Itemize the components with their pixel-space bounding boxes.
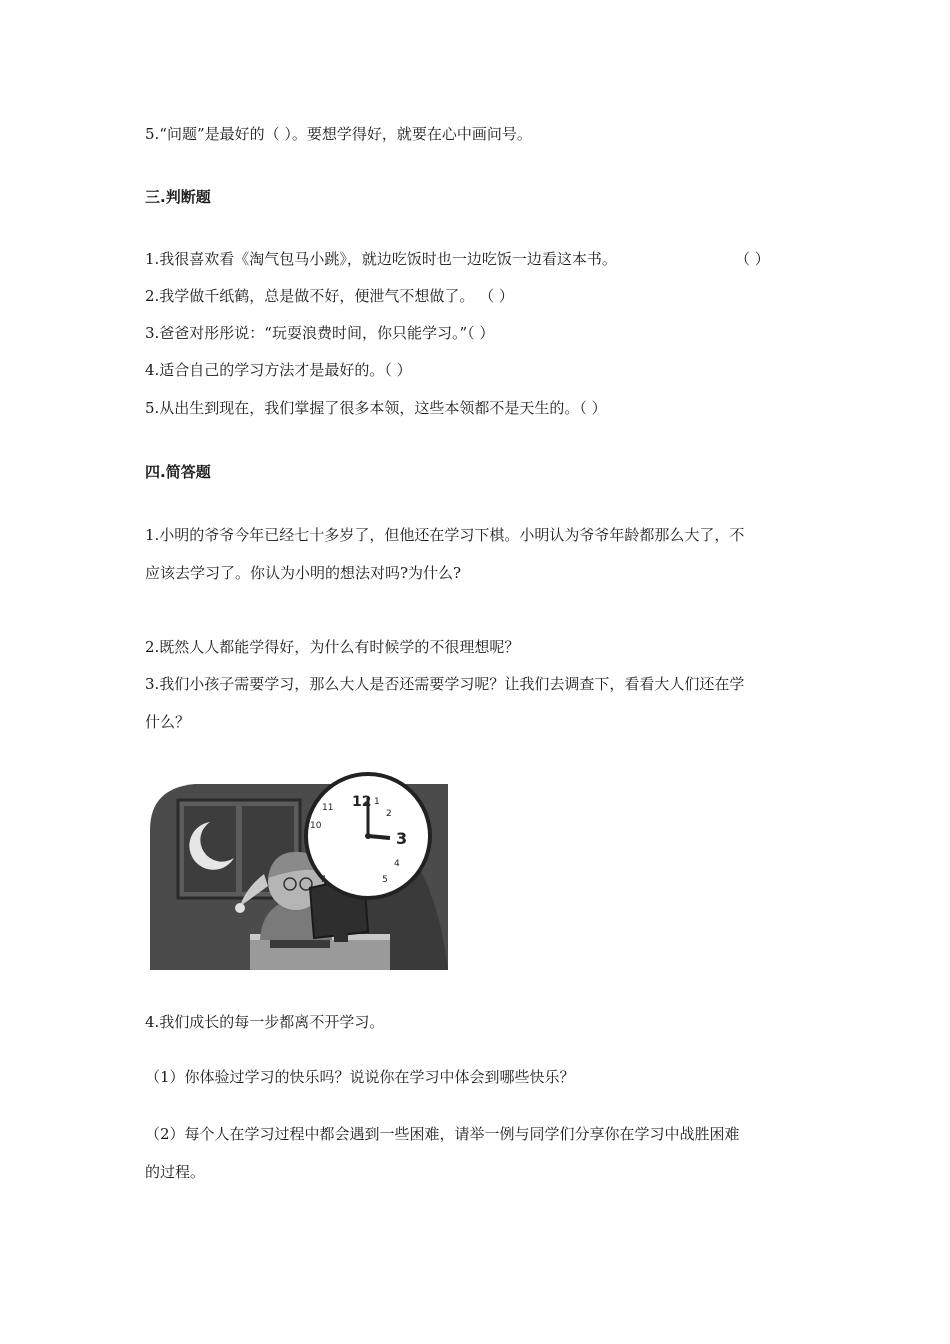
short-answer-q4-sub2-line1: （2）每个人在学习过程中都会遇到一些困难，请举一例与同学们分享你在学习中战胜困难 (145, 1125, 740, 1143)
fill-in-question-5: 5.“问题”是最好的（ ）。要想学得好，就要在心中画问号。 (145, 125, 532, 143)
short-answer-q4: 4.我们成长的每一步都离不开学习。 (145, 1013, 385, 1031)
clock-number-12: 12 (352, 794, 372, 810)
clock-icon (306, 774, 430, 898)
short-answer-q1-line2: 应该去学习了。你认为小明的想法对吗?为什么? (145, 564, 462, 582)
short-answer-q1-line1: 1.小明的爷爷今年已经七十多岁了，但他还在学习下棋。小明认为爷爷年龄都那么大了，不 (145, 526, 745, 544)
short-answer-q4-sub1: （1）你体验过学习的快乐吗？说说你在学习中体会到哪些快乐？ (145, 1068, 575, 1086)
clock-number-2: 2 (386, 809, 392, 819)
true-false-item-5: 5.从出生到现在，我们掌握了很多本领，这些本领都不是天生的。（ ） (145, 399, 607, 417)
illustration-girl-studying-at-night (150, 770, 448, 970)
clock-number-5: 5 (382, 875, 388, 885)
short-answer-q3-line2: 什么？ (145, 713, 191, 731)
short-answer-q4-sub2-line2: 的过程。 (145, 1163, 206, 1181)
clock-number-11: 11 (322, 803, 334, 813)
clock-number-1: 1 (374, 797, 380, 807)
true-false-item-1: 1.我很喜欢看《淘气包马小跳》，就边吃饭时也一边吃饭一边看这本书。 (145, 250, 617, 268)
true-false-item-1-bracket: （ ） (735, 250, 770, 268)
section-heading-short-answer: 四.简答题 (145, 463, 211, 481)
short-answer-q2: 2.既然人人都能学得好，为什么有时候学的不很理想呢？ (145, 638, 520, 656)
clock-number-10: 10 (310, 821, 322, 831)
short-answer-q3-line1: 3.我们小孩子需要学习，那么大人是否还需要学习呢？让我们去调查下，看看大人们还在学 (145, 675, 745, 693)
section-heading-true-false: 三.判断题 (145, 188, 211, 206)
true-false-item-2: 2.我学做千纸鹤，总是做不好，便泄气不想做了。 （ ） (145, 287, 514, 305)
clock-number-3: 3 (396, 829, 408, 848)
true-false-item-3: 3.爸爸对彤彤说：“玩耍浪费时间，你只能学习。”（ ） (145, 324, 495, 342)
true-false-item-4: 4.适合自己的学习方法才是最好的。（ ） (145, 361, 412, 379)
clock-number-7: 7 (320, 875, 326, 885)
clock-number-4: 4 (394, 859, 400, 869)
